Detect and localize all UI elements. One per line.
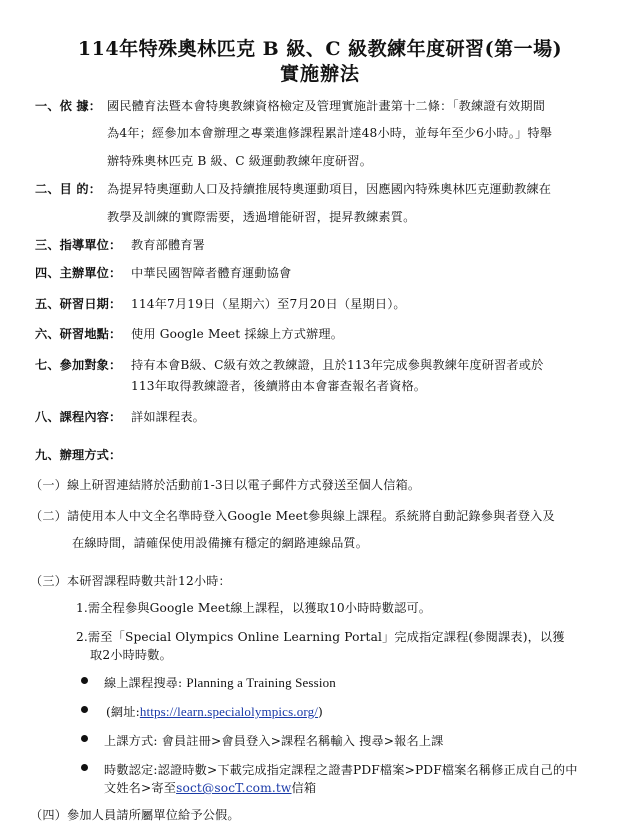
bullet-4-line-2-suffix: 信箱	[291, 781, 317, 795]
document-subtitle: 實施辦法	[279, 63, 360, 85]
section-9-item-2-line-2: 在線時間，請確保使用設備擁有穩定的網路連線品質。	[72, 536, 369, 550]
section-5-text: 114年7月19日（星期六）至7月20日（星期日）。	[131, 297, 406, 311]
bullet-1-label: 線上課程搜尋:	[104, 676, 187, 690]
bullet-4-line-2	[104, 779, 316, 796]
section-1-line-3: 辦特殊奧林匹克 B 級、C 級運動教練年度研習。	[107, 154, 373, 168]
bullet-marker	[81, 735, 88, 742]
section-9-heading: 九、辦理方式：	[35, 448, 122, 462]
section-9-item-4: （四）參加人員請所屬單位給予公假。	[30, 808, 240, 822]
section-3-text: 教育部體育署	[131, 238, 206, 252]
bullet-4-line-2-prefix: 文姓名>寄至	[104, 781, 177, 795]
contact-email-link[interactable]: soct@socT.com.tw	[176, 781, 292, 795]
section-3-heading: 三、指導單位：	[35, 238, 122, 252]
document-title: 114年特殊奧林匹克 B 級、C 級教練年度研習(第一場)	[77, 38, 563, 60]
bullet-2-text	[106, 703, 323, 720]
section-1-line-1: 國民體育法暨本會特奧教練資格檢定及管理實施計畫第十二條：「教練證有效期間	[107, 99, 546, 113]
bullet-marker	[81, 677, 88, 684]
section-4-text: 中華民國智障者體育運動協會	[131, 266, 292, 280]
section-7-line-2: 113年取得教練證者，後續將由本會審查報名者資格。	[131, 379, 427, 393]
bullet-3-text: 上課方式: 會員註冊>會員登入>課程名稱輸入 搜尋>報名上課	[104, 734, 444, 748]
section-9-numbered-1: 1.需全程參與Google Meet線上課程，以獲取10小時時數認可。	[76, 601, 432, 615]
section-1-heading: 一、依 據：	[35, 99, 102, 113]
bullet-marker	[81, 764, 88, 771]
section-7-line-1: 持有本會B級、C級有效之教練證，且於113年完成參與教練年度研習者或於	[131, 358, 544, 372]
section-9-item-2-line-1: （二）請使用本人中文全名準時登入Google Meet參與線上課程。系統將自動記錄參與者登入及	[30, 509, 555, 523]
section-5-heading: 五、研習日期：	[35, 297, 122, 311]
section-9-numbered-2-line-2: 取2小時時數。	[90, 648, 172, 662]
section-2-line-2: 教學及訓練的實際需要，透過增能研習，提昇教練素質。	[107, 210, 416, 224]
section-9-item-1: （一）線上研習連結將於活動前1-3日以電子郵件方式發送至個人信箱。	[30, 478, 421, 492]
learning-portal-link[interactable]: https://learn.specialolympics.org/	[139, 704, 319, 719]
bullet-2-prefix: (網址:	[106, 705, 140, 719]
section-4-heading: 四、主辦單位：	[35, 266, 122, 280]
bullet-1-course: Planning a Training Session	[186, 675, 336, 690]
bullet-4-line-1: 時數認定:認證時數>下載完成指定課程之證書PDF檔案>PDF檔案名稱修正成自己的中	[104, 763, 578, 777]
section-2-heading: 二、目 的：	[35, 182, 102, 196]
section-7-heading: 七、參加對象：	[35, 358, 122, 372]
bullet-1-text	[104, 674, 336, 691]
section-8-heading: 八、課程內容：	[35, 410, 122, 424]
section-6-heading: 六、研習地點：	[35, 327, 122, 341]
section-2-line-1: 為提昇特奧運動人口及持續推展特奧運動項目，因應國內特殊奧林匹克運動教練在	[107, 182, 552, 196]
bullet-marker	[81, 706, 88, 713]
section-8-text: 詳如課程表。	[131, 410, 206, 424]
section-9-item-3: （三）本研習課程時數共計12小時：	[30, 574, 231, 588]
section-9-numbered-2-line-1: 2.需至「Special Olympics Online Learning Portal」完成指定課程(參閱課表)，以獲	[76, 630, 565, 644]
section-1-line-2: 為4年；經參加本會辦理之專業進修課程累計達48小時，並每年至少6小時。」特舉	[107, 126, 552, 140]
section-6-text: 使用 Google Meet 採線上方式辦理。	[131, 327, 344, 341]
bullet-2-suffix: )	[318, 705, 323, 719]
